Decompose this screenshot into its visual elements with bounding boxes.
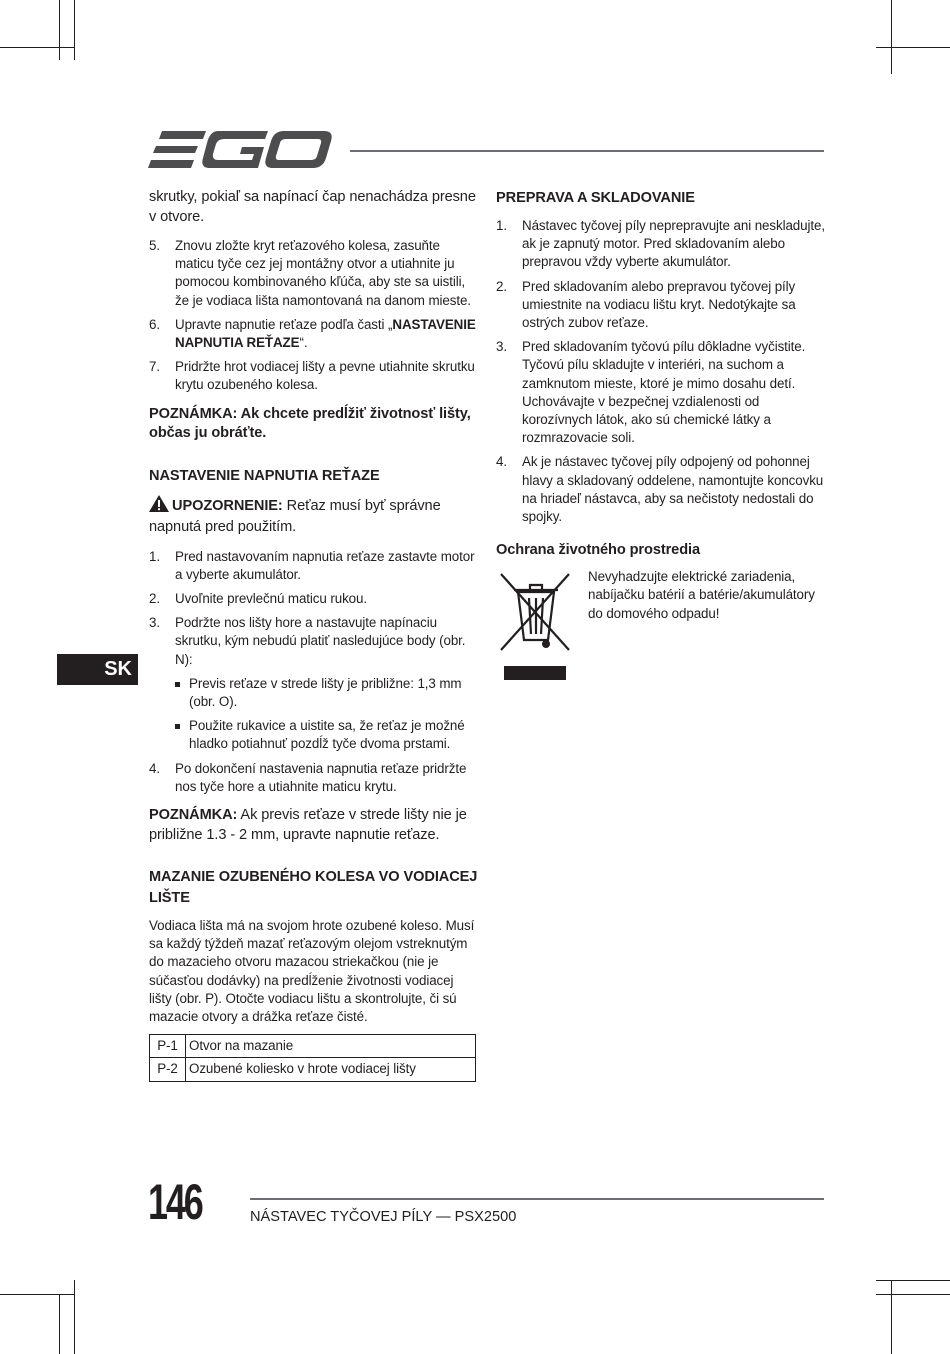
- step-text-post: “.: [299, 335, 308, 351]
- warning-text: Reťaz musí byť správne napnutá pred použitím.: [149, 497, 441, 536]
- step-number: 6.: [149, 316, 160, 332]
- step-text-pre: Upravte napnutie reťaze podľa časti „: [175, 316, 393, 332]
- ego-logo-graphic: [148, 128, 332, 172]
- header-rule: [350, 150, 824, 152]
- list-item: [149, 760, 479, 796]
- section-title-transport-storage: PREPRAVA A SKLADOVANIE: [496, 190, 695, 206]
- bullet-item: [175, 717, 479, 753]
- table-row: [150, 1035, 476, 1058]
- right-column: [496, 188, 826, 680]
- language-tab: SK: [57, 654, 138, 685]
- step-number: 7.: [149, 359, 160, 375]
- step-text: Nástavec tyčovej píly neprepravujte ani neskladujte, ak je zapnutý motor. Pred skladovaním alebo prepravou vždy vyberte akumulátor.: [522, 218, 825, 270]
- list-item: [149, 548, 479, 584]
- intro-paragraph: skrutky, pokiaľ sa napínací čap nenachádza presne v otvore.: [149, 189, 476, 225]
- step-text: Pred skladovaním tyčovú pílu dôkladne vyčistite. Tyčovú pílu skladujte v interiéri, na suchom a zamknutom mieste, ktoré je mimo dosahu detí. Uchovávajte v bezpečnej vzdialenosti od korozívnych látok, ako sú chemické látky a rozmrazovacie soli.: [522, 339, 806, 446]
- step-number: 1.: [496, 218, 507, 233]
- step-number: 1.: [149, 548, 160, 564]
- step-text: Pred nastavovaním napnutia reťaze zastavte motor a vyberte akumulátor.: [175, 548, 475, 582]
- environment-text: Nevyhadzujte elektrické zariadenia, nabíjačku batérií a batérie/akumulátory do domového odpadu!: [588, 569, 815, 621]
- note-sag: [149, 806, 479, 845]
- step-text: Pred skladovaním alebo prepravou tyčovej píly umiestnite na vodiacu lištu kryt. Nedotýkajte sa ostrých zubov reťaze.: [522, 278, 796, 331]
- footer-title: NÁSTAVEC TYČOVEJ PÍLY — PSX2500: [250, 1209, 517, 1225]
- parts-table: [149, 1034, 476, 1081]
- environment-block: [496, 568, 826, 680]
- crop-mark: [891, 0, 892, 74]
- step-number: 4.: [149, 760, 160, 776]
- bullet-text: Previs reťaze v strede lišty je približne: 1,3 mm (obr. O).: [189, 675, 462, 710]
- crop-mark: [876, 1294, 950, 1295]
- step-number: 3.: [496, 339, 507, 355]
- bullet-list: [175, 675, 479, 754]
- step-text: Ak je nástavec tyčovej píly odpojený od pohonnej hlavy a skladovaný oddelene, namontujte koncovku na hriadeľ nástavca, aby sa nečistoty nedostali do spojky.: [522, 454, 824, 525]
- table-cell-desc: Otvor na mazanie: [186, 1035, 476, 1058]
- list-item: [149, 590, 479, 608]
- step-text: Po dokončení nastavenia napnutia reťaze pridržte nos tyče hore a utiahnite maticu krytu.: [175, 760, 467, 794]
- page-number: 146: [148, 1174, 202, 1230]
- storage-steps-list: [496, 217, 826, 526]
- step-number: 3.: [149, 615, 160, 631]
- table-cell-desc: Ozubené koliesko v hrote vodiacej lišty: [186, 1058, 476, 1081]
- steps-list-b: [149, 548, 479, 796]
- bullet-square-icon: [175, 724, 180, 729]
- step-number: 2.: [496, 278, 507, 294]
- crop-mark: [74, 0, 75, 60]
- warning-paragraph: [149, 495, 479, 538]
- section-title-environment: Ochrana životného prostredia: [496, 542, 700, 559]
- bullet-item: [175, 675, 479, 711]
- crop-mark: [74, 1280, 75, 1354]
- crop-mark: [59, 0, 60, 60]
- list-item: [496, 338, 826, 447]
- step-text-bold: NASTAVENIE NAPNUTIA REŤAZE: [175, 316, 476, 351]
- warning-triangle-icon: [149, 495, 169, 519]
- step-text: Uvoľnite prevlečnú maticu rukou.: [175, 591, 367, 607]
- crop-mark: [876, 47, 950, 48]
- crop-mark: [891, 1280, 892, 1354]
- crop-mark: [876, 1280, 950, 1281]
- crop-mark: [59, 1294, 60, 1354]
- list-item: [496, 217, 826, 272]
- crop-mark: [0, 1294, 74, 1295]
- list-item: [149, 614, 479, 753]
- footer-rule: [250, 1198, 824, 1200]
- list-item: [149, 358, 479, 394]
- section-title-sprocket-lubrication: MAZANIE OZUBENÉHO KOLESA VO VODIACEJ LIŠTE: [149, 869, 478, 907]
- note-lifespan: POZNÁMKA: Ak chcete predĺžiť životnosť lišty, občas ju obráťte.: [149, 405, 471, 442]
- list-item: [149, 316, 479, 352]
- section-title-chain-tension: NASTAVENIE NAPNUTIA REŤAZE: [149, 467, 380, 484]
- steps-list-a: [149, 237, 479, 395]
- list-item: [496, 453, 826, 526]
- step-text: Znovu zložte kryt reťazového kolesa, zasuňte maticu tyče cez jej montážny otvor a utiahnite ju pomocou kombinovaného kľúča, aby ste sa uistili, že je vodiaca lišta namontovaná na danom mieste.: [175, 238, 471, 308]
- step-text: Podržte nos lišty hore a nastavujte napínaciu skrutku, kým nebudú platiť nasledujúce body (obr. N):: [175, 615, 466, 667]
- crop-mark: [0, 47, 74, 48]
- warning-label: UPOZORNENIE:: [172, 497, 283, 514]
- lubrication-paragraph: Vodiaca lišta má na svojom hrote ozubené koleso. Musí sa každý týždeň mazať reťazovým olejom vstreknutým do mazacieho otvoru mazacou striekačkou (nie je súčasťou dodávky) na predĺženie životnosti vodiacej lišty (obr. P). Otočte vodiacu lištu a skontrolujte, či sú mazacie otvory a drážka reťaze čisté.: [149, 918, 475, 1025]
- table-cell-code: P-2: [150, 1058, 186, 1081]
- ego-logo: [148, 128, 332, 172]
- bullet-square-icon: [175, 682, 180, 687]
- list-item: [496, 278, 826, 333]
- list-item: [149, 237, 479, 310]
- step-number: 5.: [149, 238, 160, 253]
- table-cell-code: P-1: [150, 1035, 186, 1058]
- note-label: POZNÁMKA:: [149, 807, 238, 824]
- step-text: Pridržte hrot vodiacej lišty a pevne utiahnite skrutku krytu ozubeného kolesa.: [175, 359, 475, 393]
- table-row: [150, 1058, 476, 1081]
- left-column: [149, 188, 479, 1082]
- step-number: 4.: [496, 454, 507, 470]
- note-text: Ak previs reťaze v strede lišty nie je približne 1.3 - 2 mm, upravte napnutie reťaze.: [149, 807, 467, 843]
- step-number: 2.: [149, 591, 160, 607]
- bullet-text: Použite rukavice a uistite sa, že reťaz je možné hladko potiahnuť pozdĺž tyče dvoma prstami.: [189, 718, 465, 752]
- crossed-out-bin-icon: [496, 568, 580, 680]
